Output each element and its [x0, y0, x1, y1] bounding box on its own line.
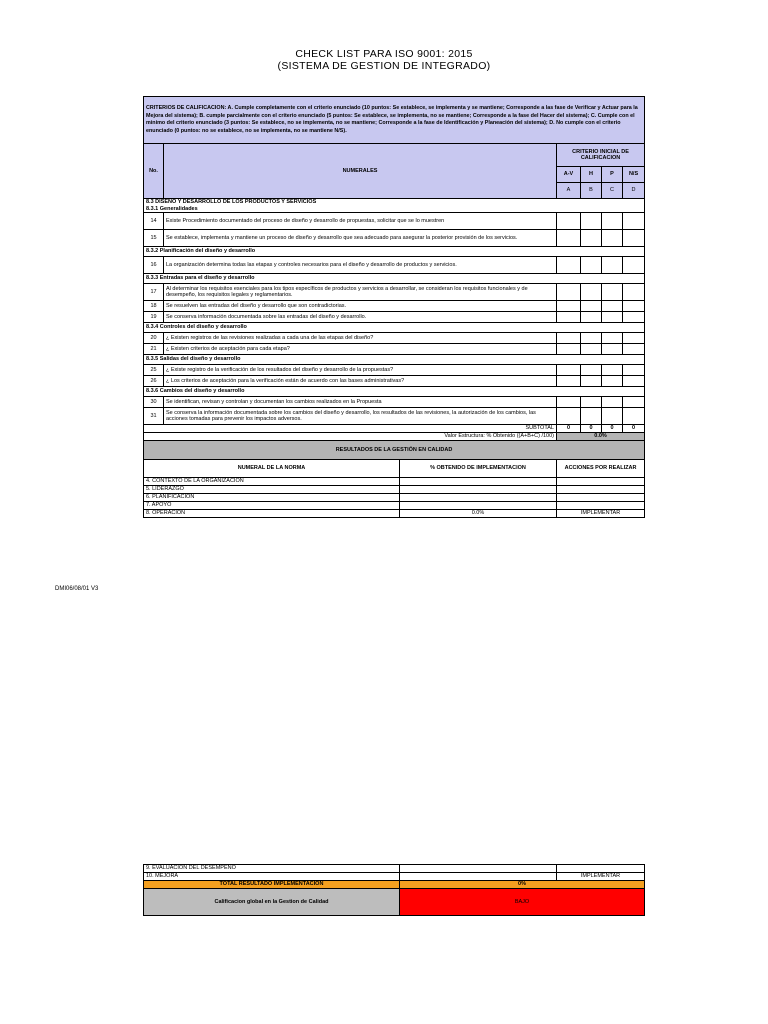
score-cell-d[interactable] [623, 312, 645, 323]
score-cell-c[interactable] [602, 376, 623, 387]
item-question: Se identifican, revisan y controlan y documentan los cambios realizados en la Propuesta [164, 397, 557, 408]
item-number: 26 [144, 376, 164, 387]
item-number: 18 [144, 301, 164, 312]
score-cell-c[interactable] [602, 408, 623, 425]
header-col-ns: N/S [623, 167, 645, 183]
result-name: 7. APOYO [144, 502, 400, 510]
result-row [144, 478, 645, 486]
section-header [144, 274, 645, 284]
result-row [144, 502, 645, 510]
section-header [144, 355, 645, 365]
header-numerales: NUMERALES [164, 144, 557, 199]
result-name: 5. LIDERAZGO [144, 486, 400, 494]
result-action [557, 502, 645, 510]
item-question: ¿ Existen criterios de aceptación para cada etapa? [164, 344, 557, 355]
result-pct [400, 873, 557, 881]
score-cell-a[interactable] [557, 301, 581, 312]
score-cell-a[interactable] [557, 408, 581, 425]
result-row [144, 510, 645, 518]
results-col-obtenido: % OBTENIDO DE IMPLEMENTACION [400, 460, 557, 478]
header-letter-c: C [602, 183, 623, 199]
score-cell-a[interactable] [557, 333, 581, 344]
result-pct: 0.0% [400, 510, 557, 518]
result-row [144, 873, 645, 881]
section-subtitle: 8.3.1 Generalidades [146, 205, 198, 212]
item-question: Se conserva la información documentada sobre los cambios del diseño y desarrollo, los resultados de las revisiones, la autorización de los cambios, las acciones tomadas para prevenir los impactos adversos. [164, 408, 557, 425]
score-cell-c[interactable] [602, 312, 623, 323]
criteria-text: CRITERIOS DE CALIFICACION: A. Cumple completamente con el criterio enunciado (10 puntos: Se establece, se implementa y se mantiene; Corresponde a las fase de Verificar y Actuar para la Mejora del sistema); B. cumple parcialmente con el criterio enunciado (5 puntos: Se establece, se implementa, no se mantiene; Corresponde a la fase del Hacer del sistema); C. Cumple con el minimo del criterio enunciado (3 puntos: Se establece, no se implementa, no se mantiene; Corresponde a la fase de Identificación y Planeación del sistema); D. No cumple con el criterio enunciado (0 puntos: no se establece, no se implementa, no se mantiene N/S). [144, 97, 645, 144]
item-number: 16 [144, 257, 164, 274]
section-title: 8.3 DISEÑO Y DESARROLLO DE LOS PRODUCTOS Y SERVICIOS [146, 199, 317, 205]
score-cell-d[interactable] [623, 365, 645, 376]
result-pct [400, 494, 557, 502]
score-cell-a[interactable] [557, 213, 581, 230]
section-header [144, 323, 645, 333]
score-cell-b[interactable] [581, 408, 602, 425]
section-title: 8.3.5 Salidas del diseño y desarrollo [146, 356, 241, 363]
results-table [143, 440, 645, 518]
item-question: ¿ Existen registros de las revisiones realizadas a cada una de las etapas del diseño? [164, 333, 557, 344]
result-pct [400, 486, 557, 494]
result-pct [400, 865, 557, 873]
checklist-row [144, 230, 645, 247]
item-number: 25 [144, 365, 164, 376]
score-cell-d[interactable] [623, 333, 645, 344]
document-title [0, 48, 768, 72]
global-label: Calificacion global en la Gestion de Calidad [144, 889, 400, 916]
score-cell-c[interactable] [602, 365, 623, 376]
result-action [557, 494, 645, 502]
result-name: 4. CONTEXTO DE LA ORGANIZACION [144, 478, 400, 486]
item-number: 31 [144, 408, 164, 425]
checklist-row [144, 312, 645, 323]
item-question: Se conserva información documentada sobre las entradas del diseño y desarrollo. [164, 312, 557, 323]
score-cell-d[interactable] [623, 344, 645, 355]
score-cell-a[interactable] [557, 257, 581, 274]
result-name: 10. MEJORA [144, 873, 400, 881]
item-number: 21 [144, 344, 164, 355]
subtotal-c: 0 [602, 425, 623, 433]
section-title: 8.3.2 Planificación del diseño y desarrollo [146, 248, 256, 255]
score-cell-b[interactable] [581, 257, 602, 274]
valor-value: 0.0% [557, 433, 645, 441]
score-cell-b[interactable] [581, 301, 602, 312]
subtotal-label: SUBTOTAL [144, 425, 557, 433]
item-number: 15 [144, 230, 164, 247]
checklist-row [144, 397, 645, 408]
header-letter-d: D [623, 183, 645, 199]
result-row [144, 494, 645, 502]
header-col-p: P [602, 167, 623, 183]
checklist-row [144, 344, 645, 355]
subtotal-b: 0 [581, 425, 602, 433]
results-col-norma: NUMERAL DE LA NORMA [144, 460, 400, 478]
checklist-row [144, 376, 645, 387]
header-letter-b: B [581, 183, 602, 199]
result-row [144, 486, 645, 494]
lower-results-table [143, 864, 645, 916]
score-cell-d[interactable] [623, 408, 645, 425]
header-letter-a: A [557, 183, 581, 199]
score-cell-a[interactable] [557, 312, 581, 323]
result-pct [400, 478, 557, 486]
score-cell-a[interactable] [557, 344, 581, 355]
score-cell-a[interactable] [557, 284, 581, 301]
score-cell-a[interactable] [557, 365, 581, 376]
score-cell-d[interactable] [623, 397, 645, 408]
results-col-acciones: ACCIONES POR REALIZAR [557, 460, 645, 478]
item-question: ¿ Los criterios de aceptación para la verificación están de acuerdo con las bases administrativas? [164, 376, 557, 387]
score-cell-b[interactable] [581, 376, 602, 387]
score-cell-c[interactable] [602, 284, 623, 301]
score-cell-c[interactable] [602, 333, 623, 344]
checklist-row [144, 365, 645, 376]
header-col-h: H [581, 167, 602, 183]
item-number: 30 [144, 397, 164, 408]
checklist-row [144, 301, 645, 312]
title-line-2: (SISTEMA DE GESTION DE INTEGRADO) [277, 60, 491, 72]
score-cell-b[interactable] [581, 230, 602, 247]
section-title: 8.3.6 Cambios del diseño y desarrollo [146, 388, 245, 395]
score-cell-c[interactable] [602, 213, 623, 230]
score-cell-a[interactable] [557, 230, 581, 247]
global-value: BAJO [400, 889, 645, 916]
header-criterio: CRITERIO INICIAL DE CALIFICACION [557, 144, 645, 167]
score-cell-c[interactable] [602, 301, 623, 312]
score-cell-d[interactable] [623, 230, 645, 247]
section-header [144, 387, 645, 397]
score-cell-c[interactable] [602, 397, 623, 408]
score-cell-b[interactable] [581, 284, 602, 301]
header-col-av: A-V [557, 167, 581, 183]
checklist-row [144, 284, 645, 301]
score-cell-b[interactable] [581, 312, 602, 323]
score-cell-b[interactable] [581, 344, 602, 355]
result-action [557, 478, 645, 486]
checklist-row [144, 213, 645, 230]
section-header [144, 199, 645, 213]
subtotal-a: 0 [557, 425, 581, 433]
score-cell-b[interactable] [581, 333, 602, 344]
result-pct [400, 502, 557, 510]
total-label: TOTAL RESULTADO IMPLEMENTACION [144, 881, 400, 889]
result-action: IMPLEMENTAR [557, 873, 645, 881]
score-cell-a[interactable] [557, 376, 581, 387]
title-line-1: CHECK LIST PARA ISO 9001: 2015 [295, 48, 473, 60]
item-number: 17 [144, 284, 164, 301]
item-number: 20 [144, 333, 164, 344]
item-question: La organización determina todas las etapas y controles necesarios para el diseño y desarrollo de productos y servicios. [164, 257, 557, 274]
item-number: 14 [144, 213, 164, 230]
total-value: 0% [400, 881, 645, 889]
item-question: Se resuelven las entradas del diseño y desarrollo que son contradictorias. [164, 301, 557, 312]
header-no: No. [144, 144, 164, 199]
score-cell-a[interactable] [557, 397, 581, 408]
item-question: ¿ Existe registro de la verificación de los resultados del diseño y desarrollo de la propuestas? [164, 365, 557, 376]
score-cell-c[interactable] [602, 257, 623, 274]
score-cell-c[interactable] [602, 344, 623, 355]
item-question: Se establece, implementa y mantiene un proceso de diseño y desarrollo que sea adecuado para asegurar la posterior provisión de los servicios. [164, 230, 557, 247]
score-cell-b[interactable] [581, 213, 602, 230]
result-name: 6. PLANIFICACION [144, 494, 400, 502]
result-name: 9. EVALUACION DEL DESEMPEÑO [144, 865, 400, 873]
results-title: RESULTADOS DE LA GESTIÓN EN CALIDAD [144, 441, 645, 460]
score-cell-b[interactable] [581, 365, 602, 376]
score-cell-d[interactable] [623, 284, 645, 301]
item-number: 19 [144, 312, 164, 323]
score-cell-d[interactable] [623, 213, 645, 230]
section-header [144, 247, 645, 257]
document-code: DMI06/08/01 V3 [55, 586, 99, 592]
result-row [144, 865, 645, 873]
item-question: Existe Procedimiento documentado del proceso de diseño y desarrollo de propuestas, solicitar que se lo muestren [164, 213, 557, 230]
subtotal-d: 0 [623, 425, 645, 433]
item-question: Al determinar los requisitos esenciales para los tipos específicos de productos y servicios a desarrollar, se consideran los requisitos funcionales y de desempeño, los requisitos legales y reglamentarios. [164, 284, 557, 301]
score-cell-d[interactable] [623, 376, 645, 387]
checklist-row [144, 257, 645, 274]
score-cell-c[interactable] [602, 230, 623, 247]
checklist-row [144, 408, 645, 425]
result-action [557, 486, 645, 494]
score-cell-d[interactable] [623, 257, 645, 274]
result-action: IMPLEMENTAR [557, 510, 645, 518]
result-name: 8. OPERACION [144, 510, 400, 518]
section-title: 8.3.3 Entradas para el diseño y desarrollo [146, 275, 255, 282]
score-cell-d[interactable] [623, 301, 645, 312]
result-action [557, 865, 645, 873]
section-title: 8.3.4 Controles del diseño y desarrollo [146, 324, 247, 331]
checklist-row [144, 333, 645, 344]
checklist-table [143, 96, 645, 441]
valor-label: Valor Estructura: % Obtenido ((A+B+C) /100) [144, 433, 557, 441]
score-cell-b[interactable] [581, 397, 602, 408]
